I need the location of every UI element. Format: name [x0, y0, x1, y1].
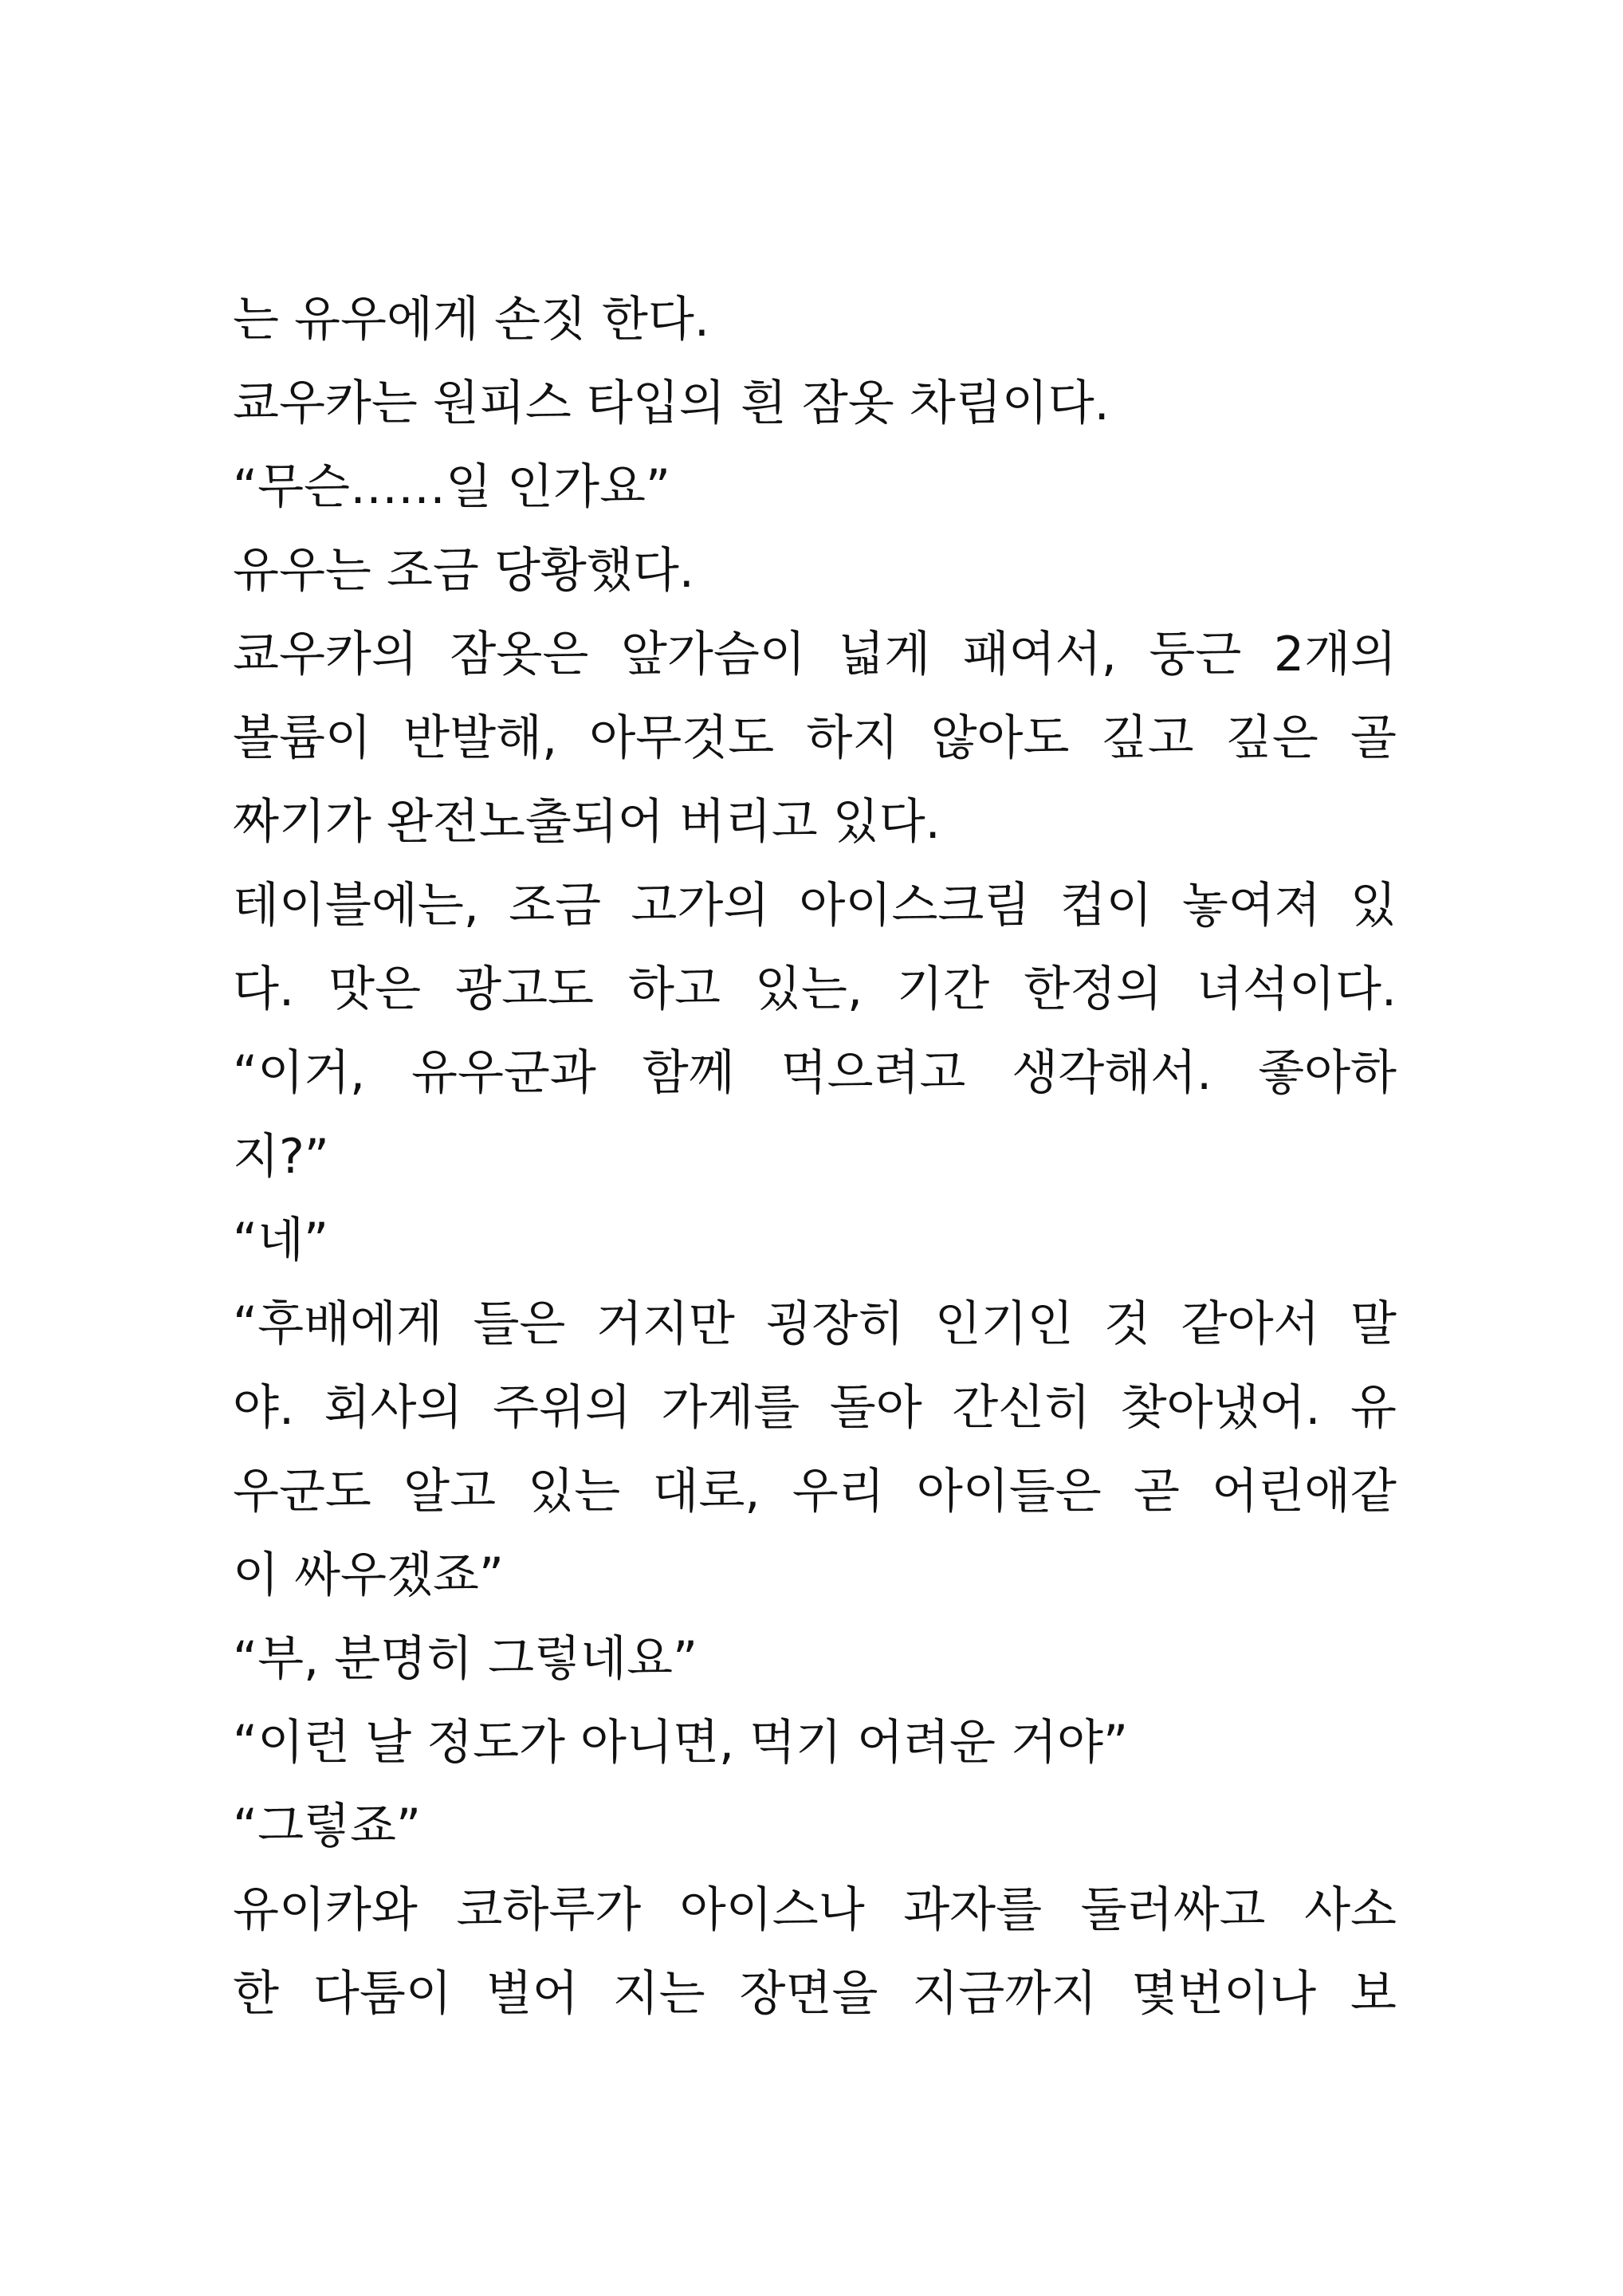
text-line: 우군도 알고 있는 대로, 우리 아이들은 곧 어린애같 — [233, 1464, 1397, 1520]
text-line: 다. 맛은 광고도 하고 있는, 기간 한정의 녀석이다. — [233, 961, 1397, 1017]
text-line: “네” — [233, 1213, 329, 1268]
text-line: “이런 날 정도가 아니면, 먹기 어려운 거야” — [233, 1715, 1129, 1771]
text-line: 한 다툼이 벌어 지는 장면을 지금까지 몇번이나 보 — [233, 1966, 1397, 2022]
body-text — [233, 278, 1397, 2036]
text-line: “그렇죠” — [233, 1799, 422, 1854]
text-line: 유이카와 코하루가 아이스나 과자를 둘러싸고 사소 — [233, 1882, 1397, 1938]
text-line: “후배에게 들은 거지만 굉장히 인기인 것 같아서 말 — [233, 1296, 1397, 1352]
text-line: 테이블에는, 조금 고가의 아이스크림 컵이 놓여져 있 — [233, 878, 1397, 934]
text-line: 짜기가 완전노출되어 버리고 있다. — [233, 794, 941, 850]
text-line: 이 싸우겠죠” — [233, 1547, 504, 1603]
text-line: 는 유우에게 손짓 한다. — [233, 292, 709, 348]
text-line: “이거, 유우군과 함께 먹으려고 생각해서. 좋아하 — [233, 1045, 1397, 1101]
text-line: 지?” — [233, 1129, 329, 1185]
text-line: 야. 회사의 주위의 가게를 돌아 간신히 찾아냈어. 유 — [233, 1380, 1397, 1436]
text-line: 쿄우카의 잠옷은 앞가슴이 넓게 패여서, 둥근 2개의 — [233, 627, 1397, 682]
text-line: 볼륨이 반발해, 아무것도 하지 않아도 깊고 깊은 골 — [233, 710, 1397, 766]
text-line: “무슨……일 인가요” — [233, 459, 670, 515]
text-line: “부, 분명히 그렇네요” — [233, 1631, 698, 1687]
text-line: 쿄우카는 원피스 타입의 흰 잠옷 차림이다. — [233, 375, 1110, 431]
text-line: 유우는 조금 당황했다. — [233, 543, 694, 599]
